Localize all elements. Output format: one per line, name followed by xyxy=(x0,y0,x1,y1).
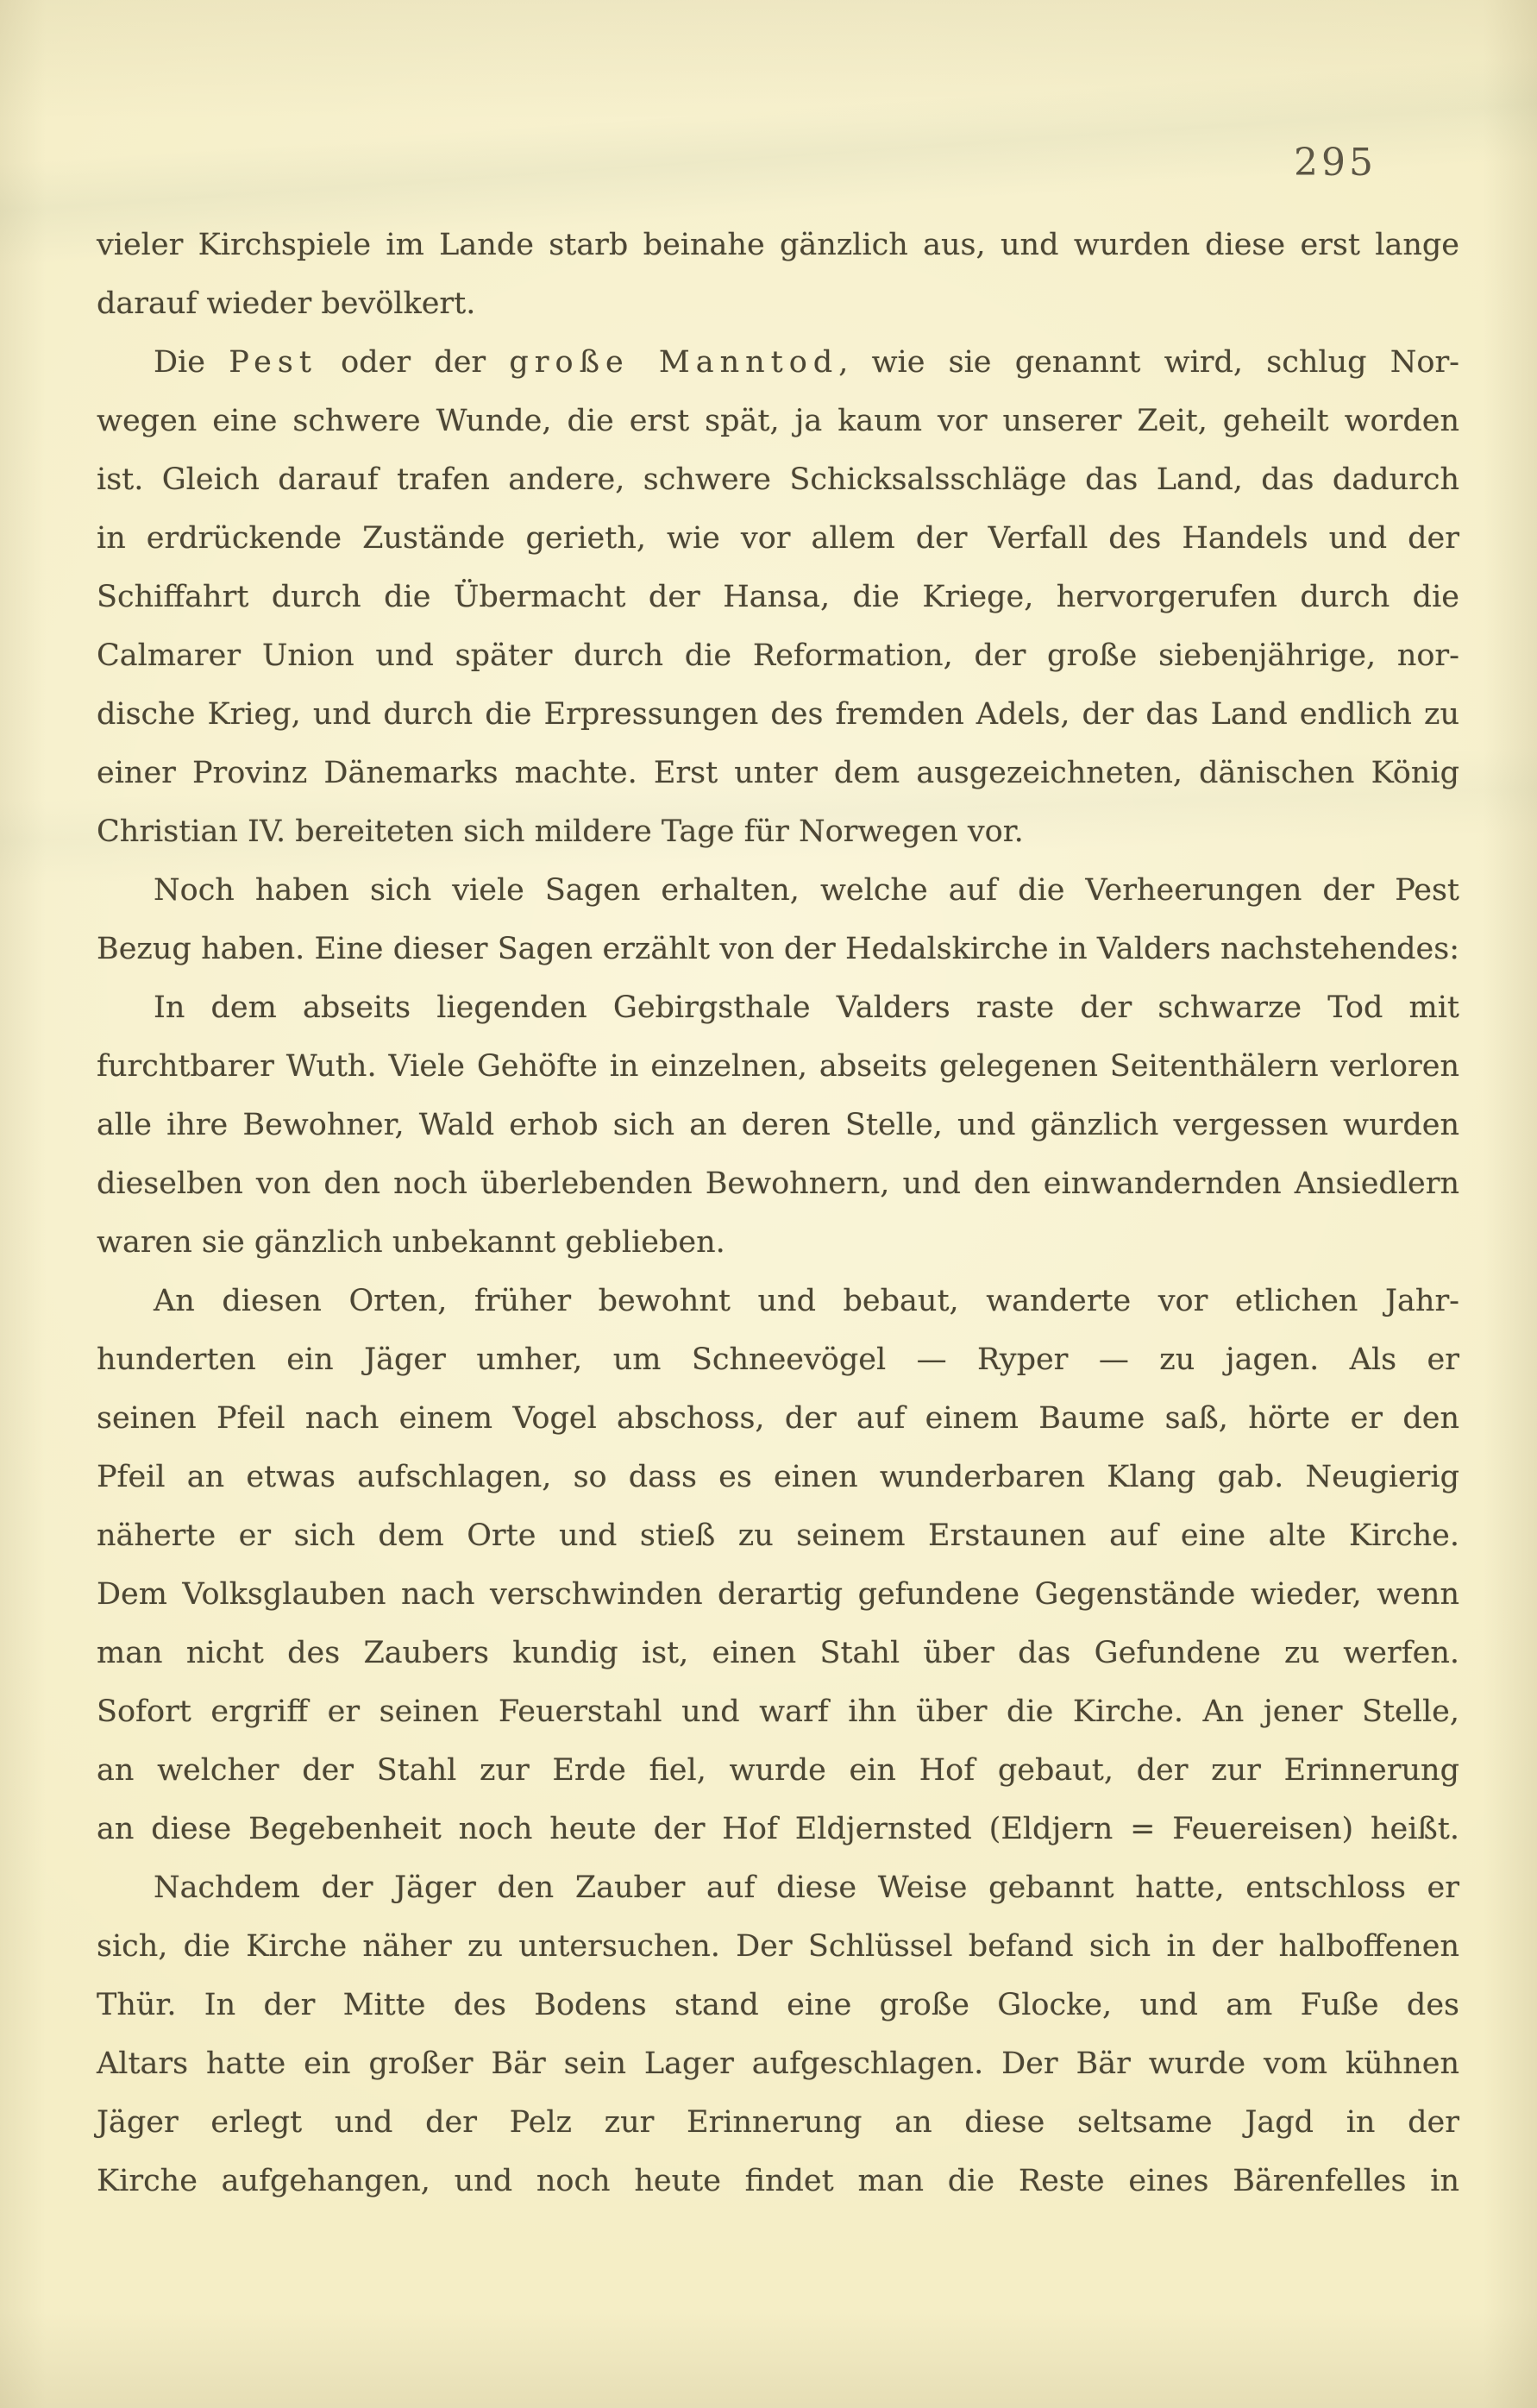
page-text xyxy=(97,216,1459,2210)
page-number: 295 xyxy=(1294,141,1377,185)
text-line: furchtbarer Wuth. Viele Gehöfte in einzelnen, abseits gelegenen Seitenthälern verloren xyxy=(97,1049,1459,1084)
text-line: Schiffahrt durch die Übermacht der Hansa, die Kriege, hervorgerufen durch die xyxy=(97,580,1459,614)
text-line: dieselben von den noch überlebenden Bewohnern, und den einwandernden Ansiedlern xyxy=(97,1166,1459,1201)
text-line: An diesen Orten, früher bewohnt und bebaut, wanderte vor etlichen Jahr- xyxy=(154,1284,1459,1318)
text-line: in erdrückende Zustände gerieth, wie vor allem der Verfall des Handels und der xyxy=(97,521,1459,556)
text-line: Jäger erlegt und der Pelz zur Erinnerung an diese seltsame Jagd in der xyxy=(97,2105,1459,2140)
text-line: näherte er sich dem Orte und stieß zu seinem Erstaunen auf eine alte Kirche. xyxy=(97,1518,1459,1553)
text-line: man nicht des Zaubers kundig ist, einen Stahl über das Gefundene zu werfen. xyxy=(97,1636,1459,1670)
text-segment: Die xyxy=(154,345,229,380)
text-segment: oder der xyxy=(317,345,510,380)
emphasized-word-pest: Pest xyxy=(229,345,317,380)
text-line: alle ihre Bewohner, Wald erhob sich an deren Stelle, und gänzlich vergessen wurden xyxy=(97,1108,1459,1142)
text-line: an welcher der Stahl zur Erde fiel, wurde ein Hof gebaut, der zur Erinnerung xyxy=(97,1753,1459,1788)
text-line: hunderten ein Jäger umher, um Schneevögel — Ryper — zu jagen. Als er xyxy=(97,1342,1459,1377)
text-line: dische Krieg, und durch die Erpressungen des fremden Adels, der das Land endlich zu xyxy=(97,697,1459,732)
text-line: an diese Begebenheit noch heute der Hof Eldjernsted (Eldjern = Feuereisen) heißt. xyxy=(97,1812,1459,1846)
text-line: darauf wieder bevölkert. xyxy=(97,286,476,321)
text-segment: , wie sie genannt wird, schlug Nor- xyxy=(838,345,1459,380)
text-line: Dem Volksglauben nach verschwinden derartig gefundene Gegenstände wieder, wenn xyxy=(97,1577,1459,1612)
text-line xyxy=(97,333,1459,392)
text-line: wegen eine schwere Wunde, die erst spät, ja kaum vor unserer Zeit, geheilt worden xyxy=(97,404,1459,438)
text-line: Kirche aufgehangen, und noch heute findet man die Reste eines Bärenfelles in xyxy=(97,2164,1459,2198)
emphasized-phrase-grosse-manntod: große Manntod xyxy=(509,345,839,380)
text-line: einer Provinz Dänemarks machte. Erst unter dem ausgezeichneten, dänischen König xyxy=(97,756,1459,790)
text-line: Noch haben sich viele Sagen erhalten, welche auf die Verheerungen der Pest xyxy=(154,873,1459,908)
text-line: In dem abseits liegenden Gebirgsthale Valders raste der schwarze Tod mit xyxy=(154,990,1459,1025)
text-line: Sofort ergriff er seinen Feuerstahl und warf ihn über die Kirche. An jener Stelle, xyxy=(97,1694,1459,1729)
text-line: ist. Gleich darauf trafen andere, schwere Schicksalsschläge das Land, das dadurch xyxy=(97,462,1459,497)
text-line: sich, die Kirche näher zu untersuchen. Der Schlüssel befand sich in der halboffenen xyxy=(97,1929,1459,1964)
text-line: Altars hatte ein großer Bär sein Lager aufgeschlagen. Der Bär wurde vom kühnen xyxy=(97,2046,1459,2081)
text-line: Nachdem der Jäger den Zauber auf diese Weise gebannt hatte, entschloss er xyxy=(154,1870,1459,1905)
text-line: waren sie gänzlich unbekannt geblieben. xyxy=(97,1225,725,1260)
text-line: Calmarer Union und später durch die Reformation, der große siebenjährige, nor- xyxy=(97,638,1459,673)
text-line: vieler Kirchspiele im Lande starb beinahe gänzlich aus, und wurden diese erst lange xyxy=(97,228,1459,262)
text-line: Christian IV. bereiteten sich mildere Tage für Norwegen vor. xyxy=(97,814,1024,849)
text-line: seinen Pfeil nach einem Vogel abschoss, der auf einem Baume saß, hörte er den xyxy=(97,1401,1459,1436)
text-line: Thür. In der Mitte des Bodens stand eine große Glocke, und am Fuße des xyxy=(97,1988,1459,2022)
text-line: Bezug haben. Eine dieser Sagen erzählt von der Hedalskirche in Valders nachstehendes: xyxy=(97,932,1459,966)
text-line: Pfeil an etwas aufschlagen, so dass es einen wunderbaren Klang gab. Neugierig xyxy=(97,1460,1459,1494)
